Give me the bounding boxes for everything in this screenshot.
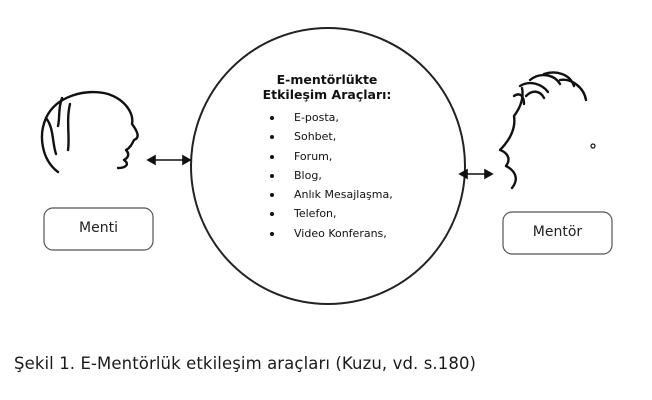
tool-item: E-posta, [270, 108, 432, 127]
tool-item: Sohbet, [270, 127, 432, 146]
mentee-head-sketch [42, 92, 138, 172]
circle-title-line1: E-mentörlükte [276, 72, 378, 87]
figure-caption: Şekil 1. E-Mentörlük etkileşim araçları (Kuzu, vd. s.180) [14, 354, 477, 373]
mentor-label: Mentör [532, 224, 583, 240]
tool-item: Telefon, [270, 204, 432, 223]
tool-item: Forum, [270, 147, 432, 166]
tools-list [232, 108, 432, 243]
circle-title [222, 72, 432, 102]
tool-item: Anlık Mesajlaşma, [270, 185, 432, 204]
tool-item: Blog, [270, 166, 432, 185]
mentee-label: Menti [79, 220, 118, 236]
tool-item: Video Konferans, [270, 224, 432, 243]
mentor-head-sketch [500, 73, 595, 189]
right-double-arrow [460, 170, 492, 178]
circle-title-line2: Etkileşim Araçları: [262, 87, 392, 102]
left-double-arrow [148, 156, 190, 164]
circle-content [232, 72, 432, 243]
